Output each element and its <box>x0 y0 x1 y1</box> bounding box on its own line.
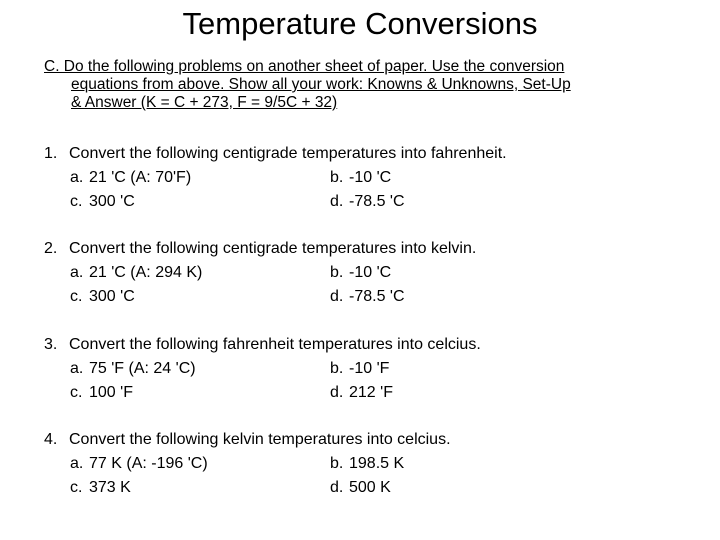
problem-number: 1. <box>44 145 58 162</box>
problem-prompt <box>44 142 684 166</box>
problem-item-c <box>70 285 135 309</box>
problem-row <box>44 261 684 285</box>
problem-text: Convert the following centigrade temperatures into fahrenheit. <box>69 145 507 162</box>
problem-item-a <box>70 261 202 285</box>
problem-item-b <box>330 166 391 190</box>
item-text: 300 'C <box>89 193 135 210</box>
item-letter: b. <box>330 169 344 186</box>
problem-item-b <box>330 261 391 285</box>
problem-item-c <box>70 190 135 214</box>
item-text: 100 'F <box>89 384 133 401</box>
instructions <box>44 58 680 112</box>
problem-3 <box>44 333 684 405</box>
problem-text: Convert the following centigrade temperatures into kelvin. <box>69 240 477 257</box>
item-letter: a. <box>70 264 84 281</box>
problem-number: 2. <box>44 240 58 257</box>
item-letter: b. <box>330 455 344 472</box>
problem-row <box>44 452 684 476</box>
problem-text: Convert the following kelvin temperatures into celcius. <box>69 431 451 448</box>
item-text: 75 'F (A: 24 'C) <box>89 360 196 377</box>
item-text: 198.5 K <box>349 455 405 472</box>
item-letter: c. <box>70 479 83 496</box>
problem-item-a <box>70 357 196 381</box>
problem-1 <box>44 142 684 214</box>
problem-4 <box>44 428 684 500</box>
item-text: -78.5 'C <box>349 193 405 210</box>
item-text: 212 'F <box>349 384 393 401</box>
page-title: Temperature Conversions <box>182 6 538 41</box>
item-text: 77 K (A: -196 'C) <box>89 455 208 472</box>
problem-prompt <box>44 333 684 357</box>
problem-item-c <box>70 381 133 405</box>
item-letter: a. <box>70 455 84 472</box>
item-text: -10 'F <box>349 360 390 377</box>
item-text: 21 'C (A: 294 K) <box>89 264 203 281</box>
item-letter: c. <box>70 288 83 305</box>
problem-item-d <box>330 476 391 500</box>
item-text: 373 K <box>89 479 131 496</box>
problem-row <box>44 285 684 309</box>
problem-item-d <box>330 285 405 309</box>
item-text: 500 K <box>349 479 391 496</box>
item-letter: d. <box>330 384 344 401</box>
item-letter: d. <box>330 479 344 496</box>
item-letter: b. <box>330 264 344 281</box>
problem-item-b <box>330 357 389 381</box>
item-letter: a. <box>70 360 84 377</box>
item-letter: d. <box>330 288 344 305</box>
item-text: -10 'C <box>349 169 392 186</box>
item-letter: d. <box>330 193 344 210</box>
problem-prompt <box>44 237 684 261</box>
item-letter: a. <box>70 169 84 186</box>
item-text: -78.5 'C <box>349 288 405 305</box>
item-letter: c. <box>70 193 83 210</box>
problem-row <box>44 476 684 500</box>
problem-number: 4. <box>44 431 58 448</box>
problem-2 <box>44 237 684 309</box>
item-letter: c. <box>70 384 83 401</box>
problem-text: Convert the following fahrenheit temperatures into celcius. <box>69 336 481 353</box>
item-text: 21 'C (A: 70'F) <box>89 169 192 186</box>
problem-item-a <box>70 166 191 190</box>
item-text: 300 'C <box>89 288 135 305</box>
item-letter: b. <box>330 360 344 377</box>
instructions-line: & Answer (K = C + 273, F = 9/5C + 32) <box>71 94 338 111</box>
problem-item-d <box>330 381 393 405</box>
problem-row <box>44 381 684 405</box>
problem-row <box>44 190 684 214</box>
problem-row <box>44 357 684 381</box>
problem-prompt <box>44 428 684 452</box>
instructions-line: C. Do the following problems on another sheet of paper. Use the conversion <box>44 58 565 75</box>
problem-item-c <box>70 476 131 500</box>
problem-number: 3. <box>44 336 58 353</box>
problem-item-b <box>330 452 404 476</box>
problem-item-d <box>330 190 405 214</box>
problem-item-a <box>70 452 208 476</box>
instructions-line: equations from above. Show all your work: Knowns & Unknowns, Set-Up <box>71 76 571 93</box>
item-text: -10 'C <box>349 264 392 281</box>
problem-row <box>44 166 684 190</box>
